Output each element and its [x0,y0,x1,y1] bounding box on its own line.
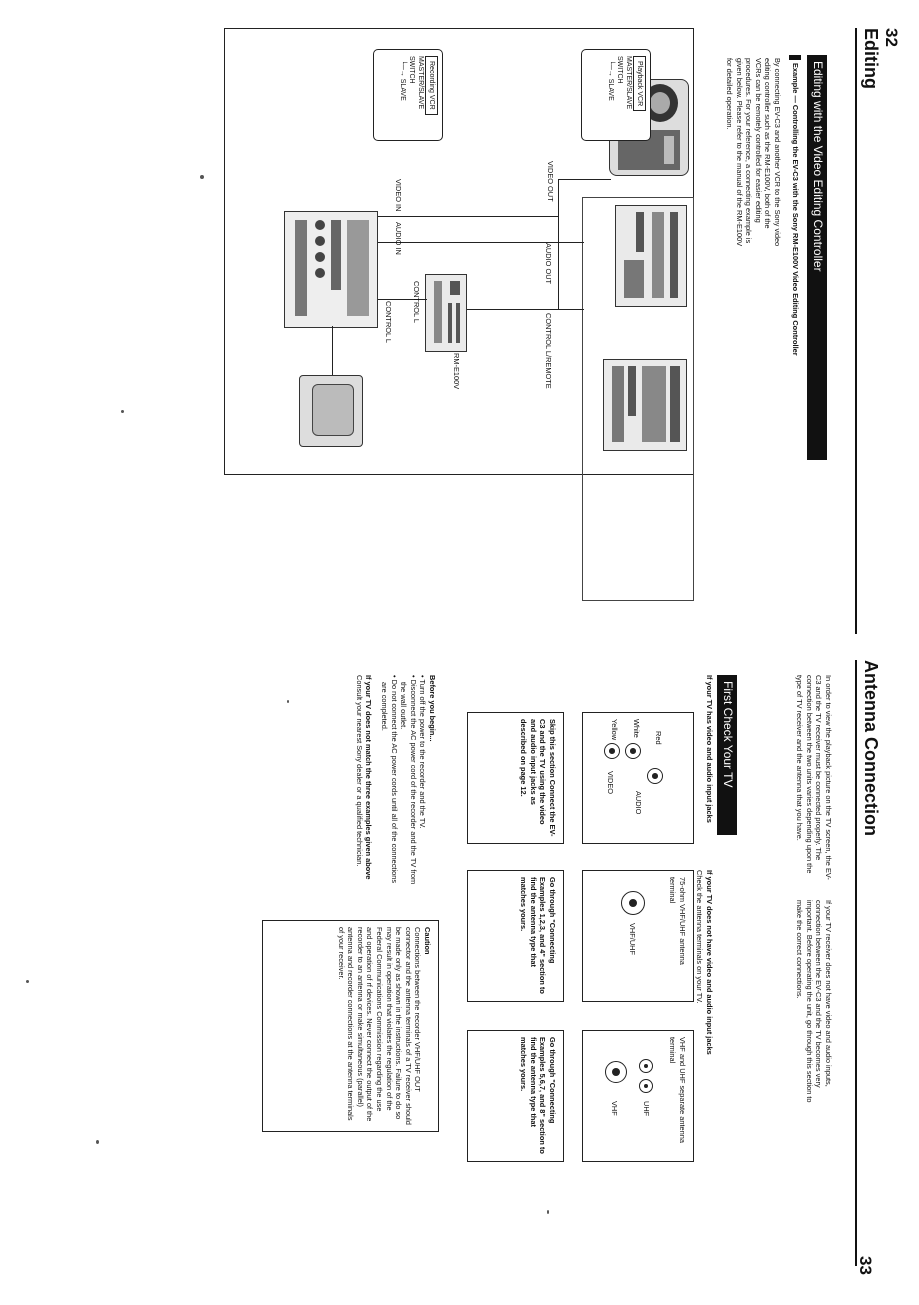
caution-text: Connections between the recorder VHF/UHF OUT connector and the antenna terminals of a TV receiver should be made only as shown in the instructions. Failure to do so may result in operation that violates the regulation of the Federal Communications Commission regarding the use and operation of rf devices. Never connect the output of the recorder to an antenna or make simultaneous (parallel) antenna and recorder connections at the antenna terminals of your receiver. [336,927,423,1125]
recording-vcr-callout: Recording VCR MASTER/SLAVE SWITCH └─→ SLAVE [373,49,443,141]
label-vhf-uhf: VHF/UHF [628,923,637,956]
scan-speck [96,1140,99,1144]
wire-control-remote [467,309,584,310]
label-audio-out: AUDIO OUT [544,243,553,285]
recording-slave-label: SLAVE [399,78,406,101]
before-item-2: • Disconnect the AC power cord of the recorder and the TV from the wall outlet. [399,675,418,885]
before-item-3: • Do not connect the AC power cords until all of the connections are completed. [380,675,399,884]
label-video-jack: VIDEO [606,771,615,794]
white-jack-icon [625,743,641,759]
yellow-jack-icon [604,743,620,759]
panel3-note: Go through "Connecting Examples 5,6,7, and 8" section to find the antenna type that matches yours. [519,1037,557,1154]
editing-intro: By connecting EV-C3 and another VCR to the Sony video editing controller such as the RM-E100V, both of the VCRs can be remotely controlled for easier editing procedures. For your reference, a connecting example is given below. Please refer to the manual of the RM-E100V for detailed operation. [725,58,782,247]
section-bar-check-tv: First Check Your TV [717,675,737,835]
nomatch-heading: If your TV does not match the three examples given above [364,675,374,880]
panel1-note-box [467,712,564,844]
scan-speck [547,1210,549,1214]
example-marker [789,55,801,60]
antenna-intro-right: If your TV receiver does not have video and audio inputs, connection between the EV-C3 and the TV becomes very important. Before operating the unit, go through this section to make the correct connections. [795,900,833,1103]
label-control-l-editor: CONTROL L [412,281,421,324]
vhf-uhf-coax-icon [621,891,645,915]
antenna-intro-left: In order to view the playback picture on the TV screen, the EV-C3 and the TV receiver must be connected properly. The connection between the two units varies depending upon the type of TV receiver and the antenna that you have. [795,675,833,880]
label-audio-in: AUDIO IN [394,222,403,255]
page-number-left: 32 [882,28,901,47]
page-title-right: Antenna Connection [861,660,881,836]
panel1-note: Skip this section Connect the EV-C3 and the TV using the video and audio input jacks as described on page 12. [519,719,557,837]
vcr-illustration-right [603,359,687,451]
playback-slave-label: SLAVE [607,78,614,101]
scan-speck [121,410,124,413]
before-item-1: • Turn off the power to the recorder and the TV. [418,675,428,829]
recording-switch-label: MASTER/SLAVE SWITCH [408,56,424,110]
panel2-note-box [467,870,564,1002]
label-audio-jack: AUDIO [634,791,643,815]
recording-vcr-illustration [284,211,378,328]
caution-box [262,920,439,1132]
page-number-right: 33 [856,1256,875,1275]
panel2-note: Go through "Connecting Examples 1,2,3, and 4" section to find the antenna type that matches yours. [519,877,557,994]
panel3-title: VHF and UHF separate antenna terminal [668,1037,687,1143]
uhf-screw-icon [639,1059,653,1073]
red-jack-icon [647,768,663,784]
connection-diagram [224,28,694,475]
nomatch-text: Consult your nearest Sony dealer or a qualified technician. [354,675,364,867]
label-editor-name: RM-E100V [452,353,461,390]
vhf-coax-icon [605,1061,627,1083]
title-rule-left [855,28,857,634]
label-vhf: VHF [610,1101,619,1116]
check-right-text: Check the antenna terminals on your TV. [695,870,705,1004]
tv-illustration [299,375,363,447]
scan-speck [287,700,289,703]
label-control-l-vcr: CONTROL L [384,301,393,344]
playback-vcr-tag: Playback VCR [633,56,646,111]
label-video-in: VIDEO IN [394,179,403,212]
jack-label-white: White [632,719,641,738]
caution-heading: Caution [423,927,432,955]
check-right-heading: If your TV does not have video and audio input jacks [705,870,714,1055]
label-video-out: VIDEO OUT [546,161,555,202]
panel-video-audio-jacks [582,712,694,844]
before-heading: Before you begin... [428,675,437,742]
jack-label-red: Red [654,731,663,745]
check-left-heading: If your TV has video and audio input jacks [705,675,714,823]
panel-75ohm-terminal [582,870,694,1002]
wire-to-tv [332,326,333,375]
vcr-illustration-top [615,205,687,307]
scan-speck [26,980,29,983]
scan-speck [200,175,204,179]
playback-switch-label: MASTER/SLAVE SWITCH [616,56,632,110]
example-heading: Example — Controlling the EV-C3 with the Sony RM-E100V Video Editing Controller [791,63,800,356]
check-right [695,870,714,1170]
label-control-l-remote: CONTROL L/REMOTE [544,313,553,389]
jack-label-yellow: Yellow [610,719,619,741]
panel2-title: 75-ohm VHF/UHF antenna terminal [668,877,687,965]
wire-video-out [559,179,611,180]
before-you-begin [354,675,437,885]
panel-separate-terminals [582,1030,694,1162]
page-title-left: Editing [861,28,881,89]
wire-audio [378,242,584,243]
playback-vcr-callout: Playback VCR MASTER/SLAVE SWITCH └─→ SLAVE [581,49,651,141]
title-rule-right [855,660,857,1266]
uhf-screw-icon-2 [639,1079,653,1093]
recording-vcr-tag: Recording VCR [425,56,438,115]
section-bar-editing: Editing with the Video Editing Controller [807,55,827,460]
editing-controller-illustration [425,274,467,352]
panel3-note-box [467,1030,564,1162]
label-uhf: UHF [642,1101,651,1117]
